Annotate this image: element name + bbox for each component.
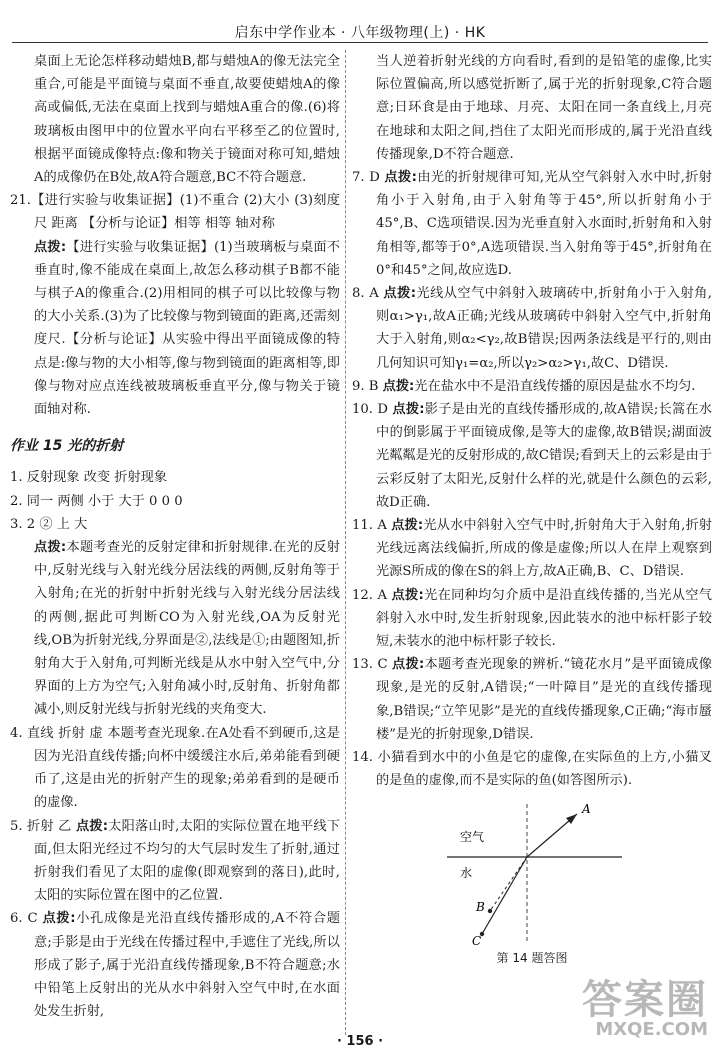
tip-label: 点拨: — [391, 518, 424, 534]
tip-label: 点拨: — [383, 286, 416, 302]
answer-3-tip — [10, 536, 340, 722]
watermark-line1: 答案圈 — [582, 977, 708, 1023]
answer-7-text: 7. D — [352, 170, 385, 186]
tip-label: 点拨: — [392, 402, 425, 418]
tip-label: 点拨: — [391, 587, 424, 603]
figure-caption: 第 14 题答图 — [496, 950, 568, 965]
refracted-ray-in-water — [482, 857, 527, 934]
label-a: A — [582, 801, 591, 816]
answer-7 — [352, 166, 712, 282]
right-continued-paragraph: 当人逆着折射光线的方向看时,看到的是铅笔的虚像,比实际位置偏高,所以感觉折断了,属于光的折射现象,C符合题意;日环食是由于地球、月亮、太阳在同一条直线上,月亮在地球和太阳之间,挡住了太阳光而形成的,属于光沿直线传播现象,D不符合题意. — [376, 54, 712, 162]
answer-13 — [352, 653, 712, 746]
tip-label: 点拨: — [34, 239, 67, 255]
tip-text: 光在同种均匀介质中是沿直线传播的,当光从空气斜射入水中时,发生折射现象,因此装水的池中标杆影子较短,未装水的池中标杆影子较长. — [376, 587, 712, 650]
tip-text: 小孔成像是光沿直线传播形成的,A不符合题意;手影是由于光线在传播过程中,手遮住了光线,所以形成了影子,属于光沿直线传播现象,B不符合题意;水中铅笔上反射出的光从水中斜射入空气中时,在水面处发生折射, — [34, 911, 340, 1020]
label-b: B — [476, 899, 485, 914]
section-heading: 作业 15 光的折射 — [10, 438, 124, 455]
answer-10-text: 10. D — [352, 402, 393, 418]
answer-9-text: 9. B — [352, 378, 383, 394]
tip-text: 影子是由光的直线传播形成的,故A错误;长篙在水中的倒影属于平面镜成像,是等大的虚像,故B错误;湖面波光粼粼是光的反射形成的,故C错误;看到天上的云彩是由于云彩反射了太阳光,反射什么样的光,就是什么颜色的云彩,故D正确. — [376, 402, 712, 510]
header-rule — [12, 42, 708, 43]
label-c: C — [472, 933, 482, 948]
answer-4: 4. 直线 折射 虚 本题考查光现象.在A处看不到硬币,这是因为光沿直线传播;向杯中缓缓注水后,弟弟能看到硬币了,这是由光的折射产生的现象;弟弟看到的是硬币的虚像. — [10, 725, 340, 811]
tip-text: 光在盐水中不是沿直线传播的原因是盐水不均匀. — [414, 378, 696, 394]
label-air: 空气 — [460, 829, 485, 844]
header-title: 启东中学作业本 · 八年级物理(上) · HK — [234, 25, 486, 41]
tip-label: 点拨: — [382, 378, 415, 394]
column-divider — [345, 50, 346, 1035]
left-column — [10, 50, 340, 1023]
tip-label: 点拨: — [75, 818, 108, 834]
tip-text: 太阳落山时,太阳的实际位置在地平线下面,但太阳光经过不均匀的大气层时发生了折射,通过折射我们看见了太阳的虚像(即观察到的落日),此时,太阳的实际位置在图中的乙位置. — [34, 818, 340, 904]
answer-12-text: 12. A — [352, 587, 392, 603]
answer-12 — [352, 584, 712, 654]
label-water: 水 — [460, 865, 473, 880]
tip-label: 点拨: — [34, 540, 67, 556]
tip-text: 【进行实验与收集证据】(1)当玻璃板与桌面不垂直时,像不能成在桌面上,故怎么移动棋子B都不能与棋子A的像重合.(2)用相同的棋子可以比较像与物的大小关系.(3)为了比较像与物到镜面的距离,还需刻度尺.【分析与论证】从实验中得出平面镜成像的特点是:像与物的大小相等,像与物到镜面的距离相等,即像与物对应点连线被玻璃板垂直平分,像与物关于镜面轴对称. — [34, 239, 340, 418]
answer-11-text: 11. A — [352, 518, 392, 534]
answer-14: 14. 小猫看到水中的小鱼是它的虚像,在实际鱼的上方,小猫叉的是鱼的虚像,而不是实际的鱼(如答图所示). — [352, 750, 712, 789]
answer-6-text: 6. C — [10, 911, 43, 927]
tip-label: 点拨: — [384, 170, 417, 186]
answer-6 — [10, 907, 340, 1023]
answer-5-text: 5. 折射 乙 — [10, 818, 76, 834]
page-number: · 156 · — [336, 1034, 384, 1049]
answer-8 — [352, 282, 712, 375]
point-b — [488, 908, 492, 912]
answer-5 — [10, 815, 340, 908]
watermark — [582, 968, 708, 1040]
answer-21: 21.【进行实验与收集证据】(1)不重合 (2)大小 (3)刻度尺 距离 【分析与论证】相等 相等 轴对称 — [10, 193, 340, 232]
answer-2: 2. 同一 两侧 小于 大于 0 0 0 — [10, 493, 183, 509]
left-continued-paragraph: 桌面上无论怎样移动蜡烛B,都与蜡烛A的像无法完全重合,可能是平面镜与桌面不垂直,故要使蜡烛A的像高或偏低,无法在桌面上找到与蜡烛A重合的像.(6)将玻璃板由图甲中的位置水平向右平移至乙的位置时,根据平面镜成像特点:像和物关于镜面对称可知,蜡烛A的成像仍在B处,故A符合题意,BC不符合题意. — [34, 54, 340, 186]
tip-label: 点拨: — [42, 911, 76, 927]
tip-text: 本题考查光现象的辨析.“镜花水月”是平面镜成像现象,是光的反射,A错误;“一叶障目”是光的直线传播现象,B错误;“立竿见影”是光的直线传播现象,C正确;“海市蜃楼”是光的折射现象,D错误. — [376, 657, 712, 742]
virtual-image-line — [490, 857, 527, 911]
tip-text: 光线从空气中斜射入玻璃砖中,折射角小于入射角,则α₁>γ₁,故A正确;光线从玻璃砖中斜射入空气中,折射角大于入射角,则α₂<γ₂,故B错误;因两条法线是平行的,则由几何知识可知γ₁=α₂,所以γ₂>α₂>γ₁,故C、D错误. — [376, 286, 712, 371]
answer-13-text: 13. C — [352, 657, 393, 673]
answer-11 — [352, 514, 712, 584]
watermark-line2: MXQE.COM — [595, 1019, 708, 1040]
refraction-diagram — [432, 799, 632, 949]
right-column — [352, 50, 712, 970]
refraction-diagram-svg — [432, 799, 632, 949]
answer-9 — [352, 375, 712, 398]
answer-1: 1. 反射现象 改变 折射现象 — [10, 470, 168, 486]
answer-21-tip — [10, 236, 340, 422]
tip-label: 点拨: — [392, 657, 425, 673]
tip-text: 光从水中斜射入空气中时,折射角大于入射角,折射光线远离法线偏折,所成的像是虚像;所以人在岸上观察到光源S所成的像在S的斜上方,故A正确,B、C、D错误. — [376, 518, 712, 580]
answer-10 — [352, 398, 712, 514]
tip-text: 由光的折射规律可知,光从空气斜射入水中时,折射角小于入射角,由于入射角等于45°,所以折射角小于45°,B、C选项错误.因为光垂直射入水面时,折射角和入射角相等,都等于0°,A选项错误.当入射角等于45°,折射角在0°和45°之间,故应选D. — [376, 170, 712, 278]
answer-3: 3. 2 ② 上 大 — [10, 516, 88, 532]
tip-text: 本题考查光的反射定律和折射规律.在光的反射中,反射光线与入射光线分居法线的两侧,反射角等于入射角;在光的折射中折射光线与入射光线分居法线的两侧,据此可判断CO为入射光线,OA为反射光线,OB为折射光线,分界面是②,法线是①;由题图知,折射角大于入射角,可判断光线是从水中射入空气中,分界面的上方为空气;入射角减小时,反射角、折射角都减小,则反射光线与折射光线的夹角变大. — [34, 540, 340, 718]
page-header — [0, 0, 720, 40]
answer-8-text: 8. A — [352, 286, 384, 302]
